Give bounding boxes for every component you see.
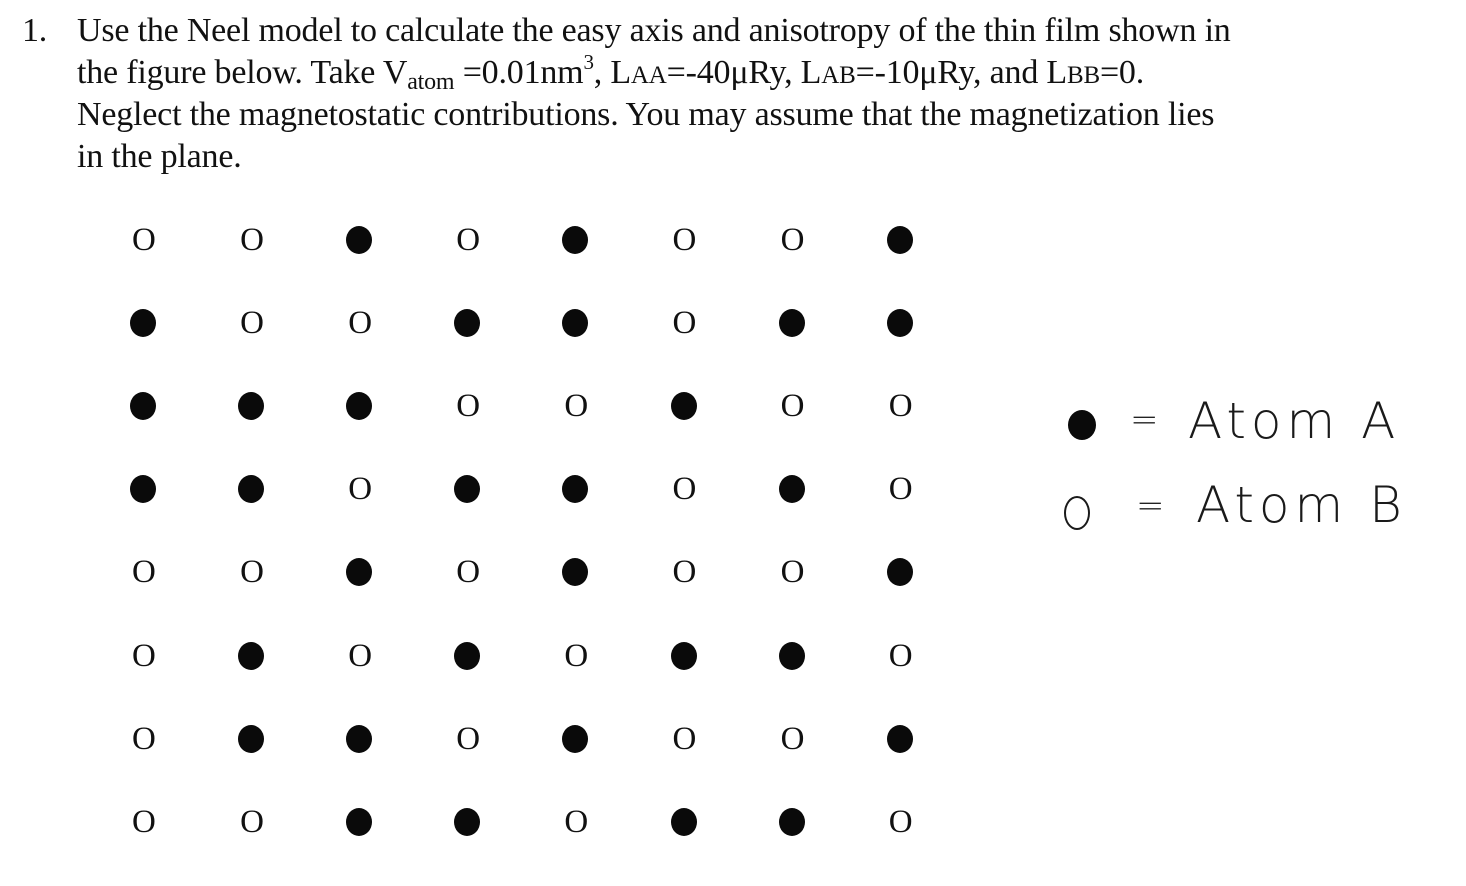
atom-b-circle: O (348, 637, 373, 674)
subscript-atom: atom (407, 69, 455, 95)
atom-b-circle: O (456, 554, 481, 591)
atom-a-legend-dot (1068, 410, 1096, 440)
atom-a-dot (779, 309, 805, 337)
atom-b-circle: O (888, 388, 913, 425)
atom-b-circle: O (240, 222, 264, 258)
atom-b-legend-ring (1064, 496, 1090, 530)
atom-a-dot (346, 392, 372, 420)
atom-b-circle: O (780, 720, 805, 757)
atom-b-circle: O (780, 554, 805, 591)
atom-b-circle: O (564, 803, 589, 840)
atom-b-circle: O (672, 554, 697, 591)
atom-a-dot (671, 808, 697, 836)
atom-a-dot (779, 642, 805, 670)
atom-b-circle: O (348, 471, 373, 508)
atom-a-dot (346, 558, 372, 586)
atom-a-dot (454, 642, 480, 670)
atom-b-circle: O (132, 803, 156, 840)
atom-a-dot (238, 475, 264, 503)
atom-b-circle: O (672, 471, 697, 508)
line2-text-a: the figure below. Take V (77, 54, 408, 91)
atom-a-dot (130, 475, 156, 503)
atom-b-circle: O (240, 554, 264, 591)
atom-a-legend-label: Atom A (1188, 392, 1401, 450)
atom-b-circle: O (888, 471, 913, 508)
atom-a-dot (238, 642, 264, 670)
atom-a-dot (238, 725, 264, 753)
atom-b-circle: O (132, 554, 156, 591)
atom-b-circle: O (240, 305, 264, 342)
atom-a-dot (779, 475, 805, 503)
atom-b-circle: O (672, 305, 697, 342)
line2-text-e: =-10μRy, and L (855, 54, 1067, 91)
atom-a-dot (454, 808, 480, 836)
atom-b-circle: O (672, 720, 697, 757)
atom-b-circle: O (456, 388, 481, 425)
problem-line-1: Use the Neel model to calculate the easy axis and anisotropy of the thin film shown in (77, 12, 1231, 49)
atom-a-dot (779, 808, 805, 836)
line2-text-f: =0. (1099, 54, 1145, 91)
line2-text-b: =0.01nm (454, 54, 584, 91)
atom-b-circle: O (780, 388, 805, 425)
atom-a-dot (562, 226, 588, 254)
atom-b-circle: O (132, 637, 156, 674)
atom-b-circle: O (672, 222, 697, 258)
atom-a-dot (562, 475, 588, 503)
problem-line-4: in the plane. (77, 138, 242, 175)
atom-a-dot (238, 392, 264, 420)
atom-a-dot (671, 392, 697, 420)
atom-a-dot (454, 475, 480, 503)
atom-b-circle: O (132, 222, 156, 258)
atom-a-dot (454, 309, 480, 337)
legend-equals-b: = (1136, 486, 1165, 526)
problem-line-3: Neglect the magnetostatic contributions. You may assume that the magnetization lies (77, 96, 1215, 133)
atom-b-legend-label: Atom B (1196, 476, 1407, 534)
superscript-3: 3 (583, 50, 594, 74)
atom-b-circle: O (564, 637, 589, 674)
atom-a-dot (671, 642, 697, 670)
atom-b-circle: O (348, 305, 373, 342)
atom-a-dot (562, 725, 588, 753)
atom-a-dot (887, 309, 913, 337)
atom-a-dot (130, 309, 156, 337)
line2-text-c: , L (593, 54, 631, 91)
atom-b-circle: O (456, 222, 481, 258)
problem-number: 1. (22, 12, 48, 49)
atom-a-dot (562, 558, 588, 586)
atom-b-circle: O (888, 803, 913, 840)
atom-b-circle: O (132, 720, 156, 757)
legend (1060, 392, 1440, 552)
legend-equals-a: = (1130, 400, 1159, 440)
subscript-ab: AB (821, 62, 856, 89)
atom-a-dot (562, 309, 588, 337)
atom-b-circle: O (456, 720, 481, 757)
line2-text-d: =-40μRy, L (666, 54, 822, 91)
atom-a-dot (346, 725, 372, 753)
subscript-bb: BB (1067, 62, 1100, 89)
atom-b-circle: O (780, 222, 805, 258)
atom-a-dot (887, 226, 913, 254)
atom-b-circle: O (564, 388, 589, 425)
atom-a-dot (346, 226, 372, 254)
atom-a-dot (346, 808, 372, 836)
atom-b-circle: O (888, 637, 913, 674)
atom-a-dot (887, 725, 913, 753)
subscript-aa: AA (630, 62, 667, 89)
atom-a-dot (887, 558, 913, 586)
atom-b-circle: O (240, 803, 264, 840)
atom-a-dot (130, 392, 156, 420)
